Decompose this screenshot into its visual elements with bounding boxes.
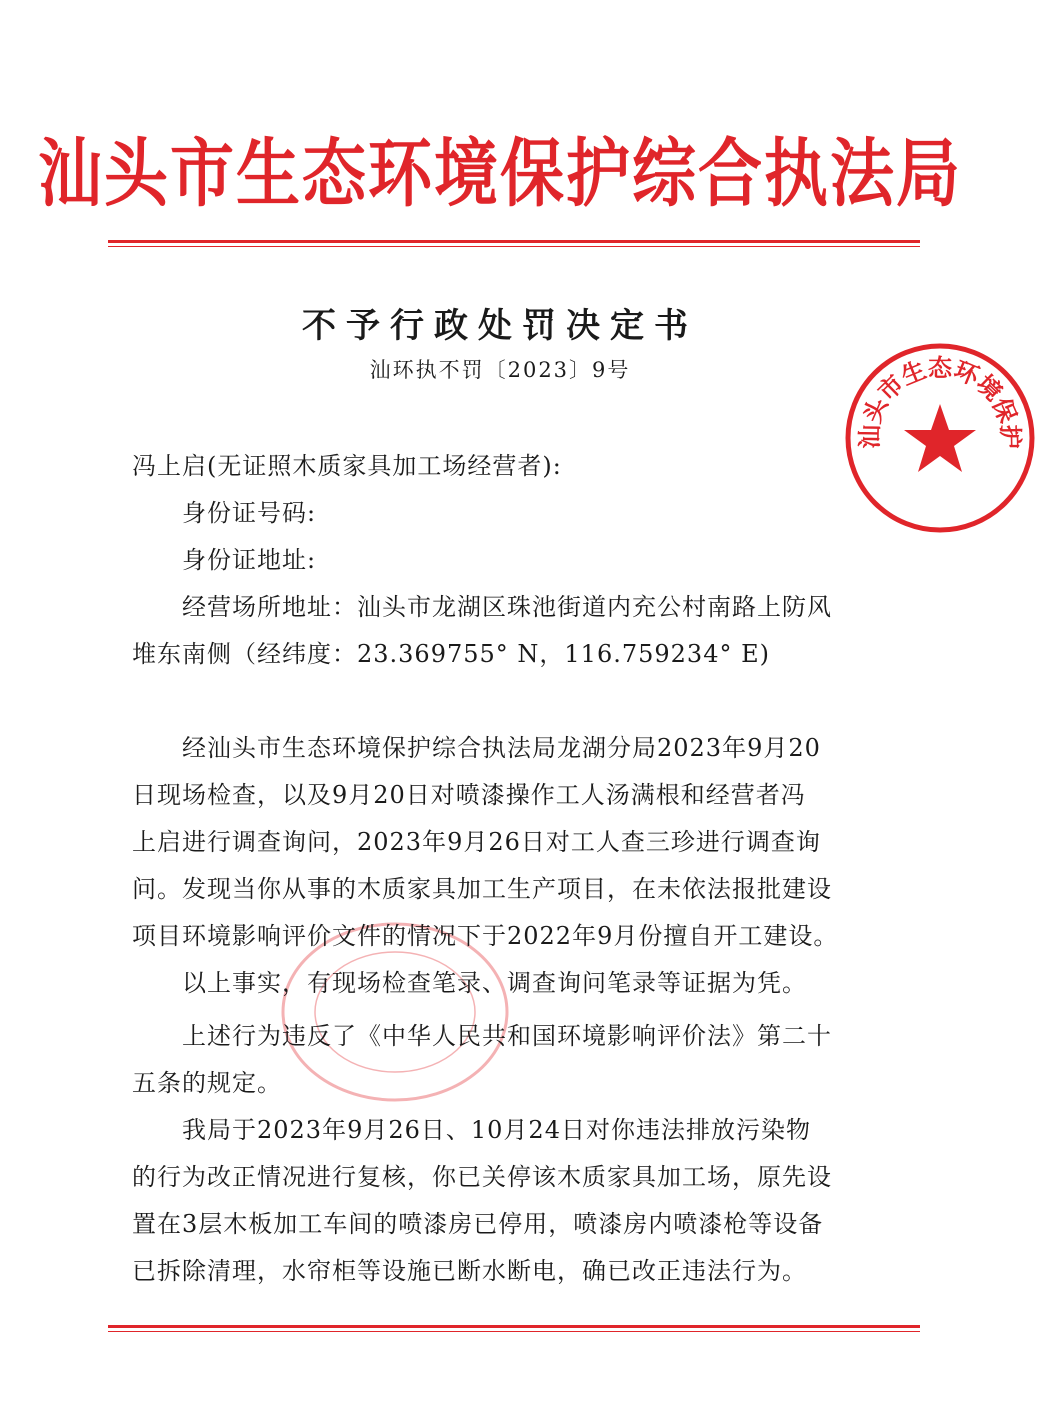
document-number: 汕环执不罚〔2023〕9号: [369, 358, 631, 382]
paragraph-line: 置在3层木板加工车间的喷漆房已停用，喷漆房内喷漆枪等设备: [132, 1210, 824, 1238]
id-number-label: 身份证号码:: [182, 499, 317, 527]
header-red-rule-thin: [108, 246, 920, 247]
document-title: 不予行政处罚决定书: [302, 306, 698, 346]
business-address-line: 堆东南侧（经纬度：23.369755° N，116.759234° E): [132, 640, 770, 668]
seal-text: 汕头市生态环境保护: [855, 354, 1025, 449]
business-address-line: 经营场所地址：汕头市龙湖区珠池街道内充公村南路上防风: [182, 593, 832, 621]
paragraph-line: 上启进行调查询问，2023年9月26日对工人查三珍进行调查询: [132, 828, 821, 856]
paragraph-line: 问。发现当你从事的木质家具加工生产项目，在未依法报批建设: [132, 875, 832, 903]
paragraph-violation: [132, 1013, 880, 1107]
paragraph-line: 的行为改正情况进行复核，你已关停该木质家具加工场，原先设: [132, 1163, 832, 1191]
paragraph-line: 经汕头市生态环境保护综合执法局龙湖分局2023年9月20: [182, 734, 821, 762]
paragraph-line: 项目环境影响评价文件的情况下于2022年9月份擅自开工建设。: [132, 922, 839, 950]
footer-red-rule-thin: [108, 1331, 920, 1332]
paragraph-line: 日现场检查，以及9月20日对喷漆操作工人汤满根和经营者冯: [132, 781, 806, 809]
paragraph-line: 我局于2023年9月26日、10月24日对你违法排放污染物: [182, 1116, 811, 1144]
paragraph-line: 上述行为违反了《中华人民共和国环境影响评价法》第二十: [182, 1022, 832, 1050]
footer-red-rule: [108, 1325, 920, 1328]
paragraph-line: 已拆除清理，水帘柜等设施已断水断电，确已改正违法行为。: [132, 1257, 807, 1285]
paragraph-facts: [132, 725, 880, 960]
party-info: [132, 443, 880, 678]
paragraph-line: 五条的规定。: [132, 1069, 282, 1097]
paragraph-line: 以上事实，有现场检查笔录、调查询问笔录等证据为凭。: [182, 969, 807, 997]
paragraph-rectification: [132, 1107, 880, 1295]
party-name-line: 冯上启(无证照木质家具加工场经营者):: [132, 452, 562, 480]
paragraph-evidence: [132, 960, 880, 1007]
agency-header-title: 汕头市生态环境保护综合执法局: [38, 132, 962, 218]
id-address-label: 身份证地址:: [182, 546, 317, 574]
header-red-rule: [108, 240, 920, 243]
